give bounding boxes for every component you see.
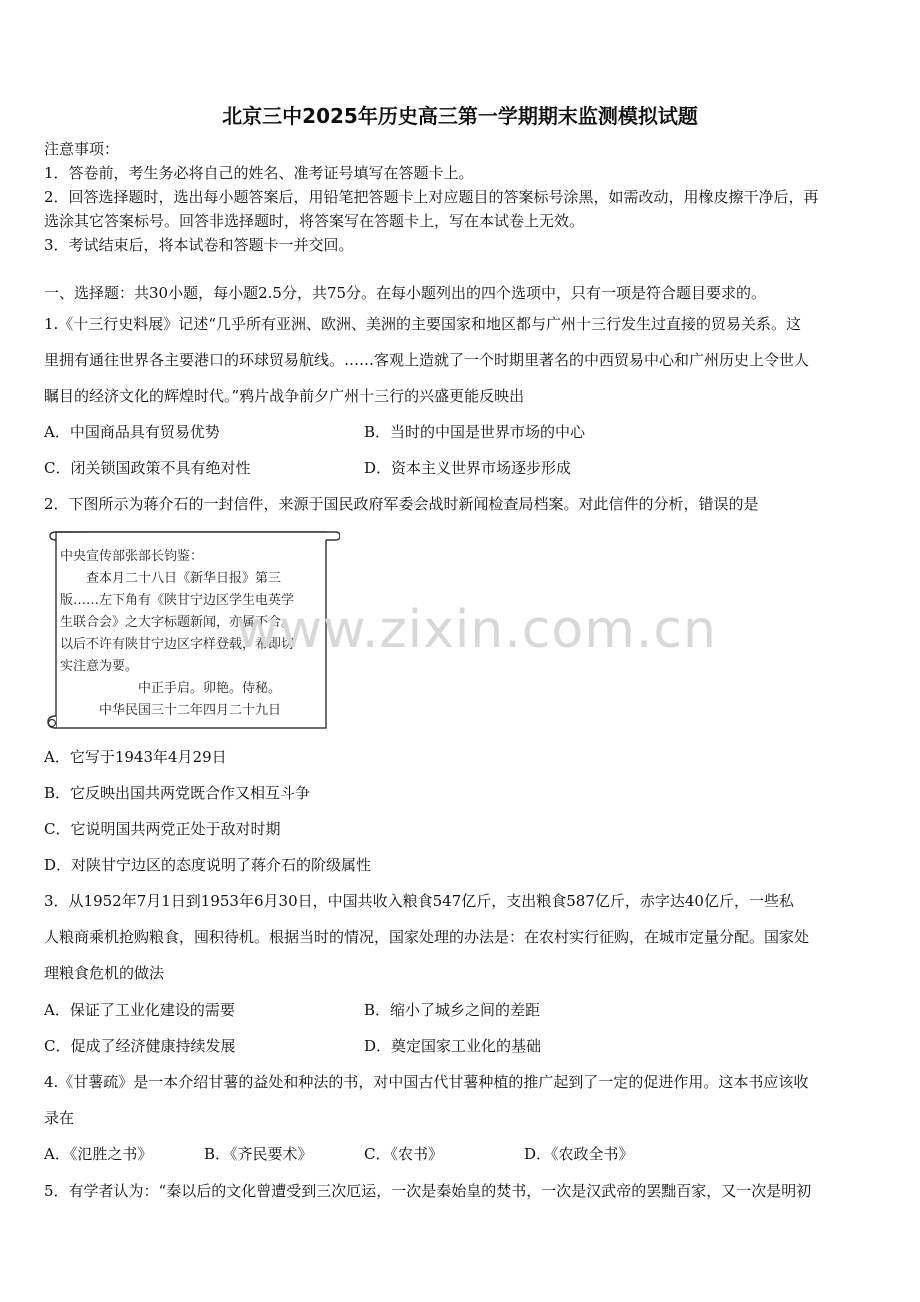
letter-line: 中华民国三十二年四月二十九日 [60, 703, 282, 718]
letter-line: 以后不许有陕甘宁边区字样登载，希即切 [60, 637, 295, 652]
letter-line: 实注意为要。 [60, 659, 139, 674]
notice-item: 1．答卷前，考生务必将自己的姓名、准考证号填写在答题卡上。 [44, 164, 474, 182]
q4-stem-line: 4.《甘薯疏》是一本介绍甘薯的益处和种法的书，对中国古代甘薯种植的推广起到了一定的促进作用。这本书应该收 [44, 1073, 809, 1091]
q3-option-d[interactable]: D．奠定国家工业化的基础 [364, 1037, 542, 1055]
q4-option-b[interactable]: B．《齐民要术》 [204, 1145, 313, 1163]
watermark: www.zixin.com.cn [236, 600, 717, 660]
page-title: 北京三中2025年历史高三第一学期期末监测模拟试题 [222, 104, 698, 128]
q2-option-c[interactable]: C．它说明国共两党正处于敌对时期 [44, 820, 281, 838]
q1-stem-line: 瞩目的经济文化的辉煌时代。”鸦片战争前夕广州十三行的兴盛更能反映出 [44, 387, 525, 405]
q3-option-c[interactable]: C．促成了经济健康持续发展 [44, 1037, 236, 1055]
notice-item: 选涂其它答案标号。回答非选择题时，将答案写在答题卡上，写在本试卷上无效。 [44, 212, 585, 230]
q4-option-a[interactable]: A．《氾胜之书》 [44, 1145, 153, 1163]
section-heading: 一、选择题：共30小题，每小题2.5分，共75分。在每小题列出的四个选项中，只有一项是符合题目要求的。 [44, 284, 767, 302]
q3-option-a[interactable]: A．保证了工业化建设的需要 [44, 1001, 235, 1019]
q3-option-b[interactable]: B．缩小了城乡之间的差距 [364, 1001, 541, 1019]
q1-option-b[interactable]: B．当时的中国是世界市场的中心 [364, 423, 586, 441]
notice-heading: 注意事项： [44, 140, 120, 158]
q3-stem-line: 3．从1952年7月1日到1953年6月30日，中国共收入粮食547亿斤，支出粮食587亿斤，赤字达40亿斤，一些私 [44, 892, 794, 910]
q2-stem: 2．下图所示为蒋介石的一封信件，来源于国民政府军委会战时新闻检查局档案。对此信件的分析，错误的是 [44, 495, 759, 513]
q2-option-b[interactable]: B．它反映出国共两党既合作又相互斗争 [44, 784, 311, 802]
q4-option-d[interactable]: D．《农政全书》 [524, 1145, 634, 1163]
q1-option-a[interactable]: A．中国商品具有贸易优势 [44, 423, 220, 441]
q4-option-c[interactable]: C．《农书》 [364, 1145, 443, 1163]
q3-stem-line: 理粮食危机的做法 [44, 964, 165, 982]
q3-stem-line: 人粮商乘机抢购粮食，囤积待机。根据当时的情况，国家处理的办法是：在农村实行征购，在城市定量分配。国家处 [44, 928, 810, 946]
q1-stem-line: 里拥有通往世界各主要港口的环球贸易航线。……客观上造就了一个时期里著名的中西贸易中心和广州历史上令世人 [44, 351, 810, 369]
letter-line: 中央宣传部张部长钧鉴： [60, 549, 204, 564]
q1-option-c[interactable]: C．闭关锁国政策不具有绝对性 [44, 459, 251, 477]
q2-option-d[interactable]: D．对陕甘宁边区的态度说明了蒋介石的阶级属性 [44, 856, 372, 874]
letter-line: 中正手启。卯艳。侍秘。 [60, 681, 282, 696]
q1-stem-line: 1.《十三行史料展》记述“几乎所有亚洲、欧洲、美洲的主要国家和地区都与广州十三行发生过直接的贸易关系。这 [44, 315, 801, 333]
letter-line: 查本月二十八日《新华日报》第三 [60, 571, 282, 586]
notice-item: 3．考试结束后，将本试卷和答题卡一并交回。 [44, 236, 354, 254]
q2-option-a[interactable]: A．它写于1943年4月29日 [44, 748, 227, 766]
letter-line: 生联合会》之大字标题新闻，亦属不合。 [60, 615, 295, 630]
q5-stem-line: 5．有学者认为：“秦以后的文化曾遭受到三次厄运，一次是秦始皇的焚书，一次是汉武帝的罢黜百家，又一次是明初 [44, 1182, 812, 1200]
q4-stem-line: 录在 [44, 1109, 75, 1127]
q1-option-d[interactable]: D．资本主义世界市场逐步形成 [364, 459, 572, 477]
letter-line: 版……左下角有《陕甘宁边区学生电英学 [60, 593, 295, 608]
notice-item: 2．回答选择题时，选出每小题答案后，用铅笔把答题卡上对应题目的答案标号涂黑，如需改动，用橡皮擦干净后，再 [44, 188, 819, 206]
